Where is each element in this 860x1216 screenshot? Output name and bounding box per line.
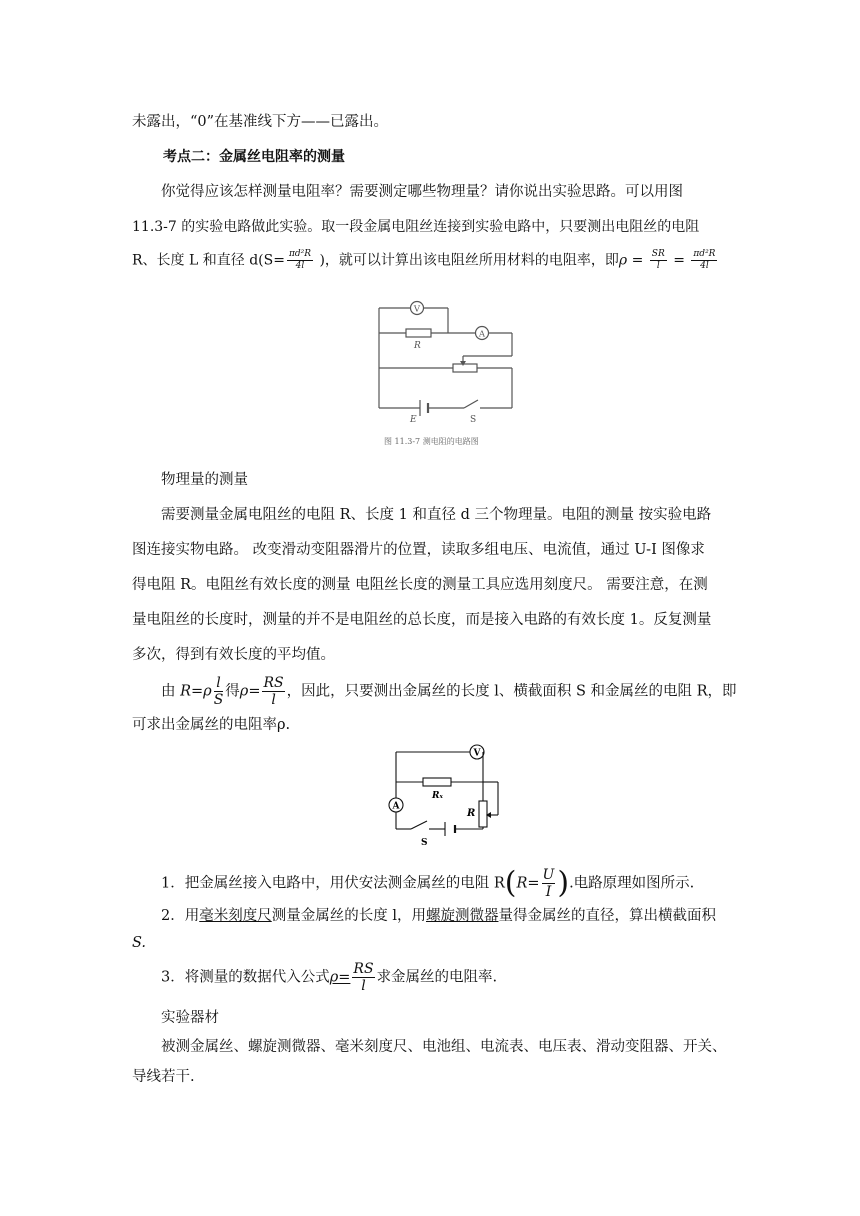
circuit-diagram-figure-11-3-7 (376, 296, 521, 456)
fraction-rho (691, 250, 717, 271)
underlined-term: 毫米刻度尺 (199, 908, 272, 924)
text: 由 (161, 683, 181, 700)
voltmeter-label: V (473, 748, 481, 759)
list-item (161, 962, 497, 993)
fraction-sr (650, 250, 667, 271)
denominator: l (656, 261, 660, 271)
paragraph-line: 多次，得到有效长度的平均值。 (132, 647, 335, 663)
switch-label: S (421, 838, 428, 848)
formula-part: R=ρ (180, 683, 212, 700)
circuit-diagram-principle (383, 742, 523, 850)
text: 得 (225, 683, 240, 700)
numerator: SR (651, 249, 665, 259)
denominator: 4l (700, 261, 709, 271)
voltmeter-label: V (413, 304, 421, 315)
figure-caption: 图 11.3-7 测电阻的电路图 (384, 437, 479, 446)
numerator: l (214, 676, 224, 692)
ammeter-label: A (392, 801, 400, 812)
ammeter-label: A (478, 329, 486, 340)
resistor-label: R (414, 341, 421, 351)
text: R、长度 L 和直径 d(S= (132, 252, 285, 269)
paragraph-line: 可求出金属丝的电阻率ρ. (132, 717, 291, 733)
paragraph-line: 得电阻 R。电阻丝有效长度的测量 电阻丝长度的测量工具应选用刻度尺。 需要注意，在测 (132, 577, 708, 593)
paragraph-line: 11.3-7 的实验电路做此实验。取一段金属电阻丝连接到实验电路中，只要测出电阻丝的电阻 (132, 219, 700, 235)
rheostat-label: R (467, 808, 476, 819)
text: 测量金属丝的长度 l，用 (271, 908, 426, 924)
denominator: 4l (295, 261, 305, 271)
denominator: S (213, 692, 224, 708)
numerator: πd²R (693, 249, 716, 259)
paragraph-line: 图连接实物电路。 改变滑动变阻器滑片的位置，读取多组电压、电流值，通过 U-I 图像求 (132, 542, 705, 558)
resistor-symbol (406, 329, 431, 337)
formula-part: ρ = (618, 252, 648, 269)
switch-blade (464, 400, 478, 408)
paragraph-line: 需要测量金属电阻丝的电阻 R、长度 1 和直径 d 三个物理量。电阻的测量 按实验电路 (161, 507, 712, 523)
text: )，就可以计算出该电阻丝所用材料的电阻率，即 (315, 252, 619, 269)
text: 2．用 (161, 908, 200, 924)
underlined-term: 螺旋测微器 (425, 908, 499, 924)
text: 量得金属丝的直径，算出横截面积 (498, 908, 716, 924)
denominator: l (361, 978, 366, 994)
text: ，因此，只要测出金属丝的长度 l、横截面积 S 和金属丝的电阻 R，即 (286, 683, 737, 700)
fraction-rs-l (352, 962, 374, 993)
list-item (161, 865, 695, 901)
paragraph-line-with-formula (132, 250, 719, 271)
text-line: 未露出，“0”在基准线下方——已露出。 (132, 114, 389, 130)
formula-part: ρ= (239, 683, 261, 700)
fraction-s (287, 250, 313, 271)
fraction-l-s (214, 676, 224, 707)
numerator: RS (353, 961, 374, 977)
list-item-continuation: S. (132, 935, 147, 951)
list-item (161, 906, 716, 926)
switch-blade (411, 821, 427, 829)
formula-part: R= (516, 875, 540, 892)
subheading: 实验器材 (161, 1010, 219, 1026)
text: .电路原理如图所示. (569, 875, 695, 892)
rheostat-symbol (479, 801, 487, 827)
denominator: l (271, 692, 276, 708)
numerator: RS (263, 675, 284, 691)
bracket: ( (504, 865, 517, 901)
formula-part: = (668, 252, 690, 269)
fraction-u-i (542, 868, 556, 899)
paragraph-line-with-formula (161, 676, 737, 707)
formula-part: ρ= (329, 969, 351, 986)
text: 求金属丝的电阻率. (376, 969, 498, 986)
paragraph-line: 导线若干. (132, 1069, 195, 1085)
battery-label: E (410, 415, 417, 425)
switch-label: S (470, 415, 477, 425)
fraction-rs-l (262, 676, 284, 707)
subheading: 物理量的测量 (161, 472, 248, 488)
paragraph-line: 被测金属丝、螺旋测微器、毫米刻度尺、电池组、电流表、电压表、滑动变阻器、开关、 (161, 1039, 727, 1055)
text: 3．将测量的数据代入公式 (161, 969, 330, 986)
paragraph-line: 你觉得应该怎样测量电阻率？需要测定哪些物理量？请你说出实验思路。可以用图 (161, 184, 683, 200)
resistor-rx-symbol (423, 778, 451, 786)
text: 1．把金属丝接入电路中，用伏安法测金属丝的电阻 R (161, 875, 505, 892)
paragraph-line: 量电阻丝的长度时，测量的并不是电阻丝的总长度，而是接入电路的有效长度 1。反复测量 (132, 612, 712, 628)
resistor-rx-label: Rₓ (432, 791, 443, 801)
numerator: πd²R (288, 249, 311, 259)
numerator: U (542, 867, 555, 883)
bracket: ) (557, 865, 570, 901)
denominator: I (545, 884, 552, 900)
section-heading: 考点二：金属丝电阻率的测量 (163, 149, 345, 165)
rheostat-symbol (453, 364, 477, 372)
